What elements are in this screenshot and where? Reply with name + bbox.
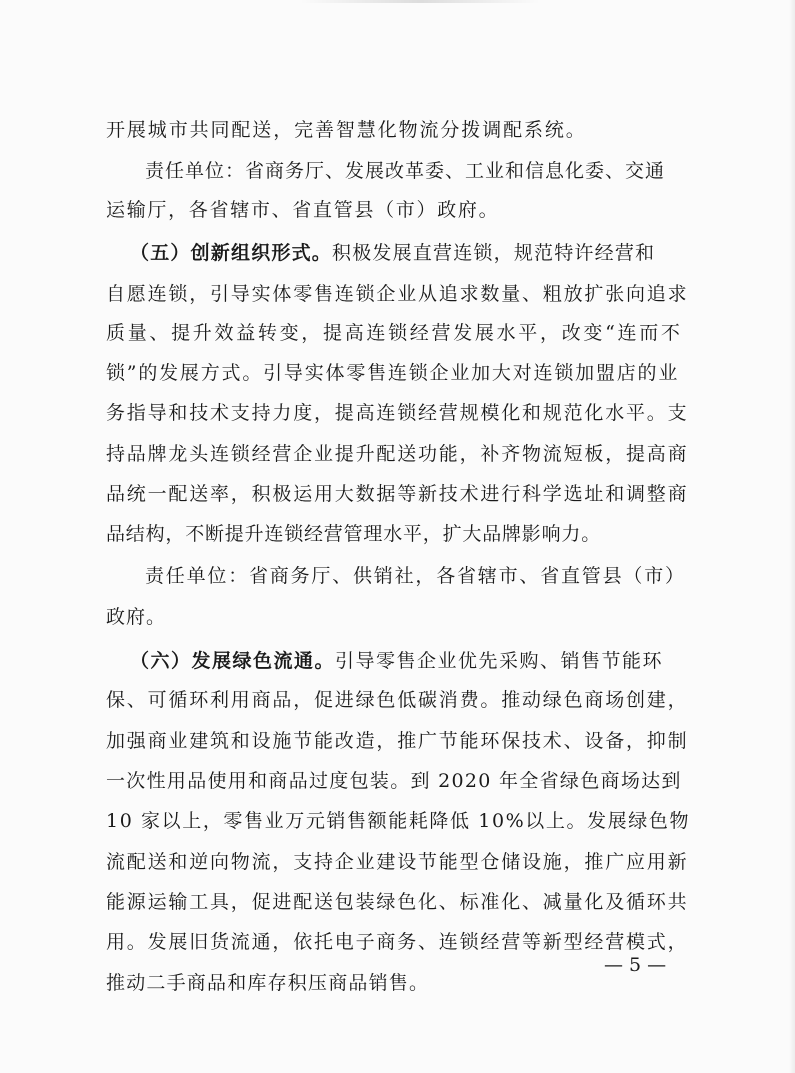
scan-shadow-right: [789, 0, 795, 1073]
section-5-heading: （五）创新组织形式。: [130, 242, 333, 264]
section-5-first-line: [130, 241, 655, 265]
page-number: — 5 —: [604, 954, 667, 976]
text-line: 用。发展旧货流通，依托电子商务、连锁经营等新型经营模式，: [106, 931, 689, 953]
text-line: 流配送和逆向物流，支持企业建设节能型仓储设施，推广应用新: [106, 851, 689, 873]
text-line: 引导零售企业优先采购、销售节能环: [335, 650, 664, 672]
text-line: 加强商业建筑和设施节能改造，推广节能环保技术、设备，抑制: [106, 730, 689, 752]
text-line: 责任单位：省商务厅、供销社，各省辖市、省直管县（市）: [145, 565, 686, 587]
text-line: 10 家以上，零售业万元销售额能耗降低 10%以上。发展绿色物: [106, 810, 691, 832]
text-line: 政府。: [106, 606, 167, 628]
text-line: 品统一配送率，积极运用大数据等新技术进行科学选址和调整商: [106, 483, 689, 505]
text-line: 责任单位：省商务厅、发展改革委、工业和信息化委、交通: [145, 160, 666, 182]
text-line: 务指导和技术支持力度，提高连锁经营规模化和规范化水平。支: [106, 402, 689, 424]
text-line: 积极发展直营连锁，规范特许经营和: [332, 242, 656, 264]
scan-shadow-top: [300, 0, 540, 3]
text-line: 保、可循环利用商品，促进绿色低碳消费。推动绿色商场创建，: [106, 689, 689, 711]
text-line: 质量、提升效益转变，提高连锁经营发展水平，改变“连而不: [106, 322, 683, 344]
text-line: 一次性用品使用和商品过度包装。到 2020 年全省绿色商场达到: [106, 770, 682, 792]
section-6-heading: （六）发展绿色流通。: [130, 650, 336, 672]
text-line: 运输厅，各省辖市、省直管县（市）政府。: [106, 199, 500, 221]
text-line: 品结构，不断提升连锁经营管理水平，扩大品牌影响力。: [106, 523, 602, 545]
text-line: 能源运输工具，促进配送包装绿色化、标准化、减量化及循环共: [106, 891, 689, 913]
section-6-first-line: [130, 649, 663, 673]
text-line: 锁”的发展方式。引导实体零售连锁企业加大对连锁加盟店的业: [106, 362, 680, 384]
text-line: 推动二手商品和库存积压商品销售。: [106, 972, 430, 994]
text-line: 持品牌龙头连锁经营企业提升配送功能，补齐物流短板，提高商: [106, 443, 689, 465]
text-line: 自愿连锁，引导实体零售连锁企业从追求数量、粗放扩张向追求: [106, 283, 689, 305]
text-line: 开展城市共同配送，完善智慧化物流分拨调配系统。: [106, 119, 587, 141]
